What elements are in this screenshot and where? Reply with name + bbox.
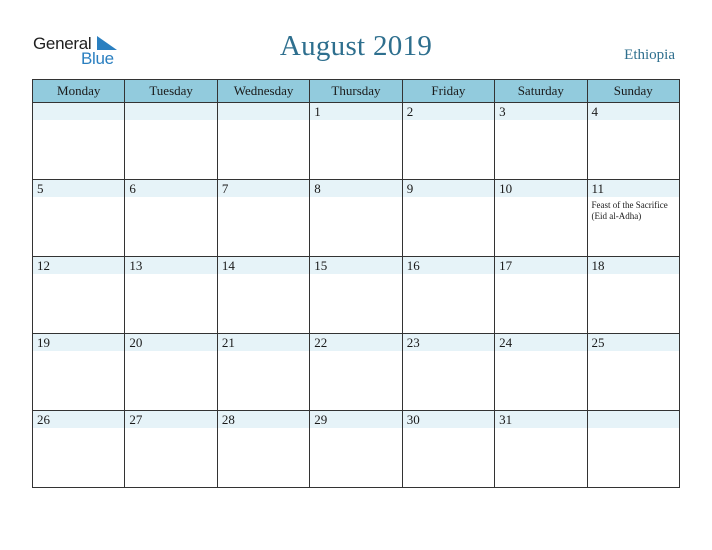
day-number: 17	[495, 257, 586, 274]
day-number: 7	[218, 180, 309, 197]
day-cell	[33, 257, 125, 334]
weekday-header: Wednesday	[217, 80, 309, 103]
day-cell	[402, 257, 494, 334]
day-cell	[217, 103, 309, 180]
day-cell	[587, 257, 679, 334]
day-number: 24	[495, 334, 586, 351]
day-cell	[402, 180, 494, 257]
day-cell	[310, 411, 402, 488]
day-number: 23	[403, 334, 494, 351]
day-number: 28	[218, 411, 309, 428]
week-row	[33, 180, 680, 257]
day-number: 5	[33, 180, 124, 197]
day-number: 22	[310, 334, 401, 351]
day-cell	[33, 334, 125, 411]
day-number: 19	[33, 334, 124, 351]
day-cell	[587, 411, 679, 488]
day-number: 10	[495, 180, 586, 197]
day-cell	[310, 257, 402, 334]
day-cell	[495, 103, 587, 180]
day-number: 26	[33, 411, 124, 428]
day-number: 1	[310, 103, 401, 120]
day-number: 8	[310, 180, 401, 197]
day-cell	[217, 180, 309, 257]
day-cell	[402, 411, 494, 488]
day-cell	[310, 180, 402, 257]
weekday-header-row	[33, 80, 680, 103]
week-row	[33, 411, 680, 488]
day-number: 27	[125, 411, 216, 428]
day-number: 13	[125, 257, 216, 274]
weekday-header: Friday	[402, 80, 494, 103]
day-number: 31	[495, 411, 586, 428]
weekday-header: Monday	[33, 80, 125, 103]
day-number: 14	[218, 257, 309, 274]
weekday-header: Tuesday	[125, 80, 217, 103]
day-number	[218, 103, 309, 120]
day-number: 18	[588, 257, 679, 274]
day-number: 9	[403, 180, 494, 197]
day-number: 16	[403, 257, 494, 274]
day-number: 21	[218, 334, 309, 351]
holiday-event: Feast of the Sacrifice (Eid al-Adha)	[591, 200, 668, 221]
day-cell	[495, 180, 587, 257]
day-cell	[217, 411, 309, 488]
page-title: August 2019	[279, 30, 433, 62]
day-number	[125, 103, 216, 120]
weekday-header: Thursday	[310, 80, 402, 103]
day-number: 12	[33, 257, 124, 274]
day-cell	[125, 257, 217, 334]
day-number: 30	[403, 411, 494, 428]
weekday-header: Saturday	[495, 80, 587, 103]
week-row	[33, 334, 680, 411]
day-cell	[217, 334, 309, 411]
day-cell	[33, 411, 125, 488]
day-cell	[125, 103, 217, 180]
day-cell	[310, 103, 402, 180]
day-number: 6	[125, 180, 216, 197]
day-number	[33, 103, 124, 120]
day-number: 2	[403, 103, 494, 120]
week-row	[33, 257, 680, 334]
week-row	[33, 103, 680, 180]
weekday-header: Sunday	[587, 80, 679, 103]
day-cell	[587, 334, 679, 411]
day-cell	[33, 180, 125, 257]
day-cell	[125, 411, 217, 488]
day-cell	[217, 257, 309, 334]
day-cell	[33, 103, 125, 180]
logo-blue-text: Blue	[81, 49, 114, 68]
day-cell	[495, 257, 587, 334]
day-cell	[402, 103, 494, 180]
day-number: 25	[588, 334, 679, 351]
day-cell	[402, 334, 494, 411]
day-number: 4	[588, 103, 679, 120]
day-number: 20	[125, 334, 216, 351]
day-number	[588, 411, 679, 428]
day-cell	[125, 334, 217, 411]
calendar-grid	[32, 79, 680, 488]
day-cell	[125, 180, 217, 257]
day-cell	[587, 180, 679, 257]
day-number: 3	[495, 103, 586, 120]
day-cell	[495, 411, 587, 488]
day-cell	[310, 334, 402, 411]
day-cell	[587, 103, 679, 180]
day-number: 29	[310, 411, 401, 428]
day-cell	[495, 334, 587, 411]
country-label: Ethiopia	[624, 47, 675, 63]
day-number: 11	[588, 180, 679, 197]
logo-general-text: General	[33, 34, 92, 53]
day-number: 15	[310, 257, 401, 274]
